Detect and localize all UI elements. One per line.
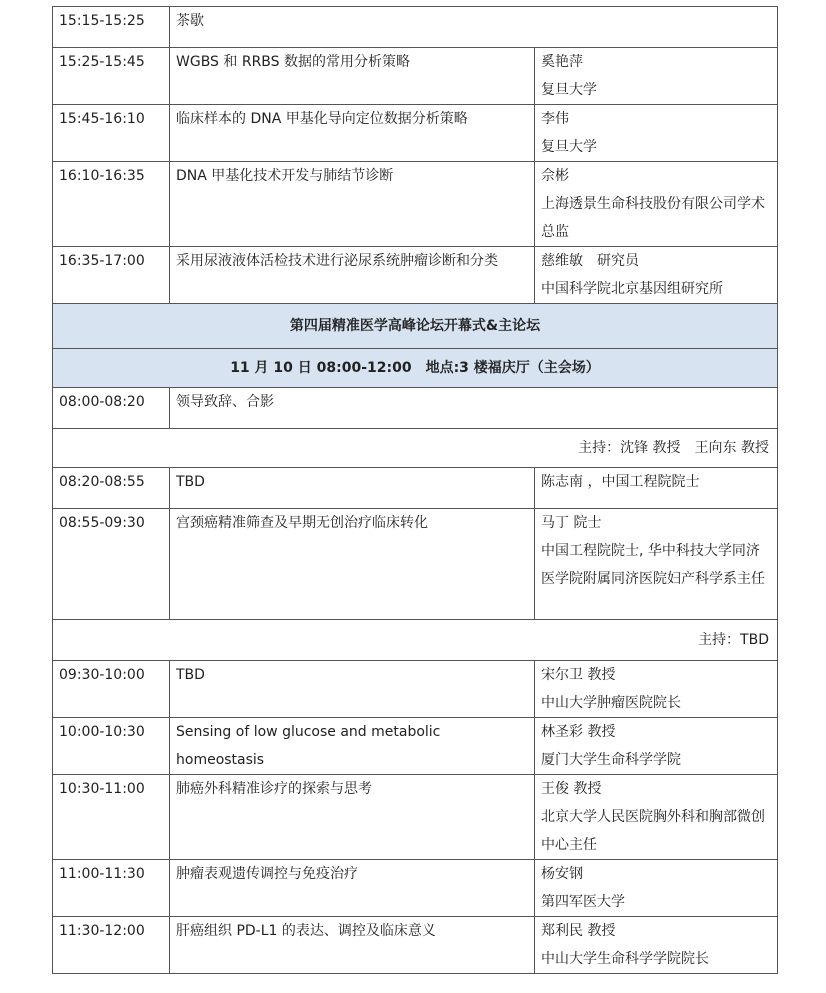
host-text: 主持：TBD <box>53 620 778 661</box>
table-row <box>53 718 778 775</box>
speaker-affiliation: 北京大学人民医院胸外科和胸部微创中心主任 <box>541 809 765 853</box>
time-cell: 10:30-11:00 <box>53 775 170 860</box>
time-cell: 08:55-09:30 <box>53 509 170 620</box>
speaker-cell <box>535 661 778 718</box>
speaker-affiliation: 上海透景生命科技股份有限公司学术总监 <box>541 196 765 240</box>
speaker-affiliation: 中国科学院北京基因组研究所 <box>541 281 723 297</box>
speaker-affiliation: 复旦大学 <box>541 82 597 98</box>
speaker-cell <box>535 105 778 162</box>
table-row <box>53 775 778 860</box>
speaker-cell <box>535 775 778 860</box>
speaker-name: 郑利民 教授 <box>541 923 616 939</box>
speaker-cell <box>535 917 778 974</box>
topic-cell: 茶歇 <box>170 7 778 48</box>
speaker-affiliation: 中国工程院院士, 华中科技大学同济医学院附属同济医院妇产科学系主任 <box>541 543 765 587</box>
time-cell: 11:00-11:30 <box>53 860 170 917</box>
time-cell: 08:00-08:20 <box>53 388 170 429</box>
section-subtitle: 11 月 10 日 08:00-12:00 地点:3 楼福庆厅（主会场） <box>53 349 778 388</box>
time-cell: 16:10-16:35 <box>53 162 170 247</box>
topic-cell: WGBS 和 RRBS 数据的常用分析策略 <box>170 48 535 105</box>
time-cell: 10:00-10:30 <box>53 718 170 775</box>
table-row <box>53 7 778 48</box>
table-row <box>53 661 778 718</box>
host-row <box>53 620 778 661</box>
table-row <box>53 388 778 429</box>
table-row <box>53 917 778 974</box>
speaker-cell <box>535 860 778 917</box>
topic-cell: 肺癌外科精准诊疗的探索与思考 <box>170 775 535 860</box>
time-cell: 15:15-15:25 <box>53 7 170 48</box>
topic-cell: 肿瘤表观遗传调控与免疫治疗 <box>170 860 535 917</box>
topic-cell: 临床样本的 DNA 甲基化导向定位数据分析策略 <box>170 105 535 162</box>
time-cell: 08:20-08:55 <box>53 468 170 509</box>
speaker-cell <box>535 247 778 304</box>
speaker-affiliation: 中山大学肿瘤医院院长 <box>541 695 681 711</box>
speaker-name: 佘彬 <box>541 168 569 184</box>
table-row <box>53 247 778 304</box>
topic-cell: 肝癌组织 PD-L1 的表达、调控及临床意义 <box>170 917 535 974</box>
speaker-cell <box>535 48 778 105</box>
section-subtitle-row <box>53 349 778 388</box>
speaker-name: 李伟 <box>541 111 569 127</box>
speaker-affiliation: 第四军医大学 <box>541 894 625 910</box>
host-row <box>53 429 778 468</box>
table-row <box>53 468 778 509</box>
time-cell: 09:30-10:00 <box>53 661 170 718</box>
speaker-affiliation: 厦门大学生命科学学院 <box>541 752 681 768</box>
topic-cell: 采用尿液液体活检技术进行泌尿系统肿瘤诊断和分类 <box>170 247 535 304</box>
table-row <box>53 509 778 620</box>
time-cell: 11:30-12:00 <box>53 917 170 974</box>
schedule-table <box>52 6 778 974</box>
host-text: 主持：沈锋 教授 王向东 教授 <box>53 429 778 468</box>
topic-cell: TBD <box>170 468 535 509</box>
table-row <box>53 48 778 105</box>
speaker-affiliation: 中山大学生命科学学院院长 <box>541 951 709 967</box>
speaker-name: 林圣彩 教授 <box>541 724 616 740</box>
speaker-name: 宋尔卫 教授 <box>541 667 616 683</box>
time-cell: 16:35-17:00 <box>53 247 170 304</box>
speaker-name: 马丁 院士 <box>541 515 602 531</box>
table-row <box>53 162 778 247</box>
speaker-cell <box>535 162 778 247</box>
speaker-name: 王俊 教授 <box>541 781 602 797</box>
time-cell: 15:25-15:45 <box>53 48 170 105</box>
speaker-cell <box>535 718 778 775</box>
topic-cell: 宫颈癌精准筛查及早期无创治疗临床转化 <box>170 509 535 620</box>
table-row <box>53 105 778 162</box>
time-cell: 15:45-16:10 <box>53 105 170 162</box>
section-title: 第四届精准医学高峰论坛开幕式&主论坛 <box>53 304 778 349</box>
topic-cell: 领导致辞、合影 <box>170 388 778 429</box>
speaker-name: 慈维敏 研究员 <box>541 253 639 269</box>
speaker-name: 杨安钢 <box>541 866 583 882</box>
topic-cell: DNA 甲基化技术开发与肺结节诊断 <box>170 162 535 247</box>
speaker-name: 奚艳萍 <box>541 54 583 70</box>
speaker-cell <box>535 509 778 620</box>
table-row <box>53 860 778 917</box>
topic-cell: TBD <box>170 661 535 718</box>
speaker-cell: 陈志南 ，中国工程院院士 <box>535 468 778 509</box>
speaker-affiliation: 复旦大学 <box>541 139 597 155</box>
section-title-row <box>53 304 778 349</box>
topic-cell: Sensing of low glucose and metabolic homeostasis <box>170 718 535 775</box>
